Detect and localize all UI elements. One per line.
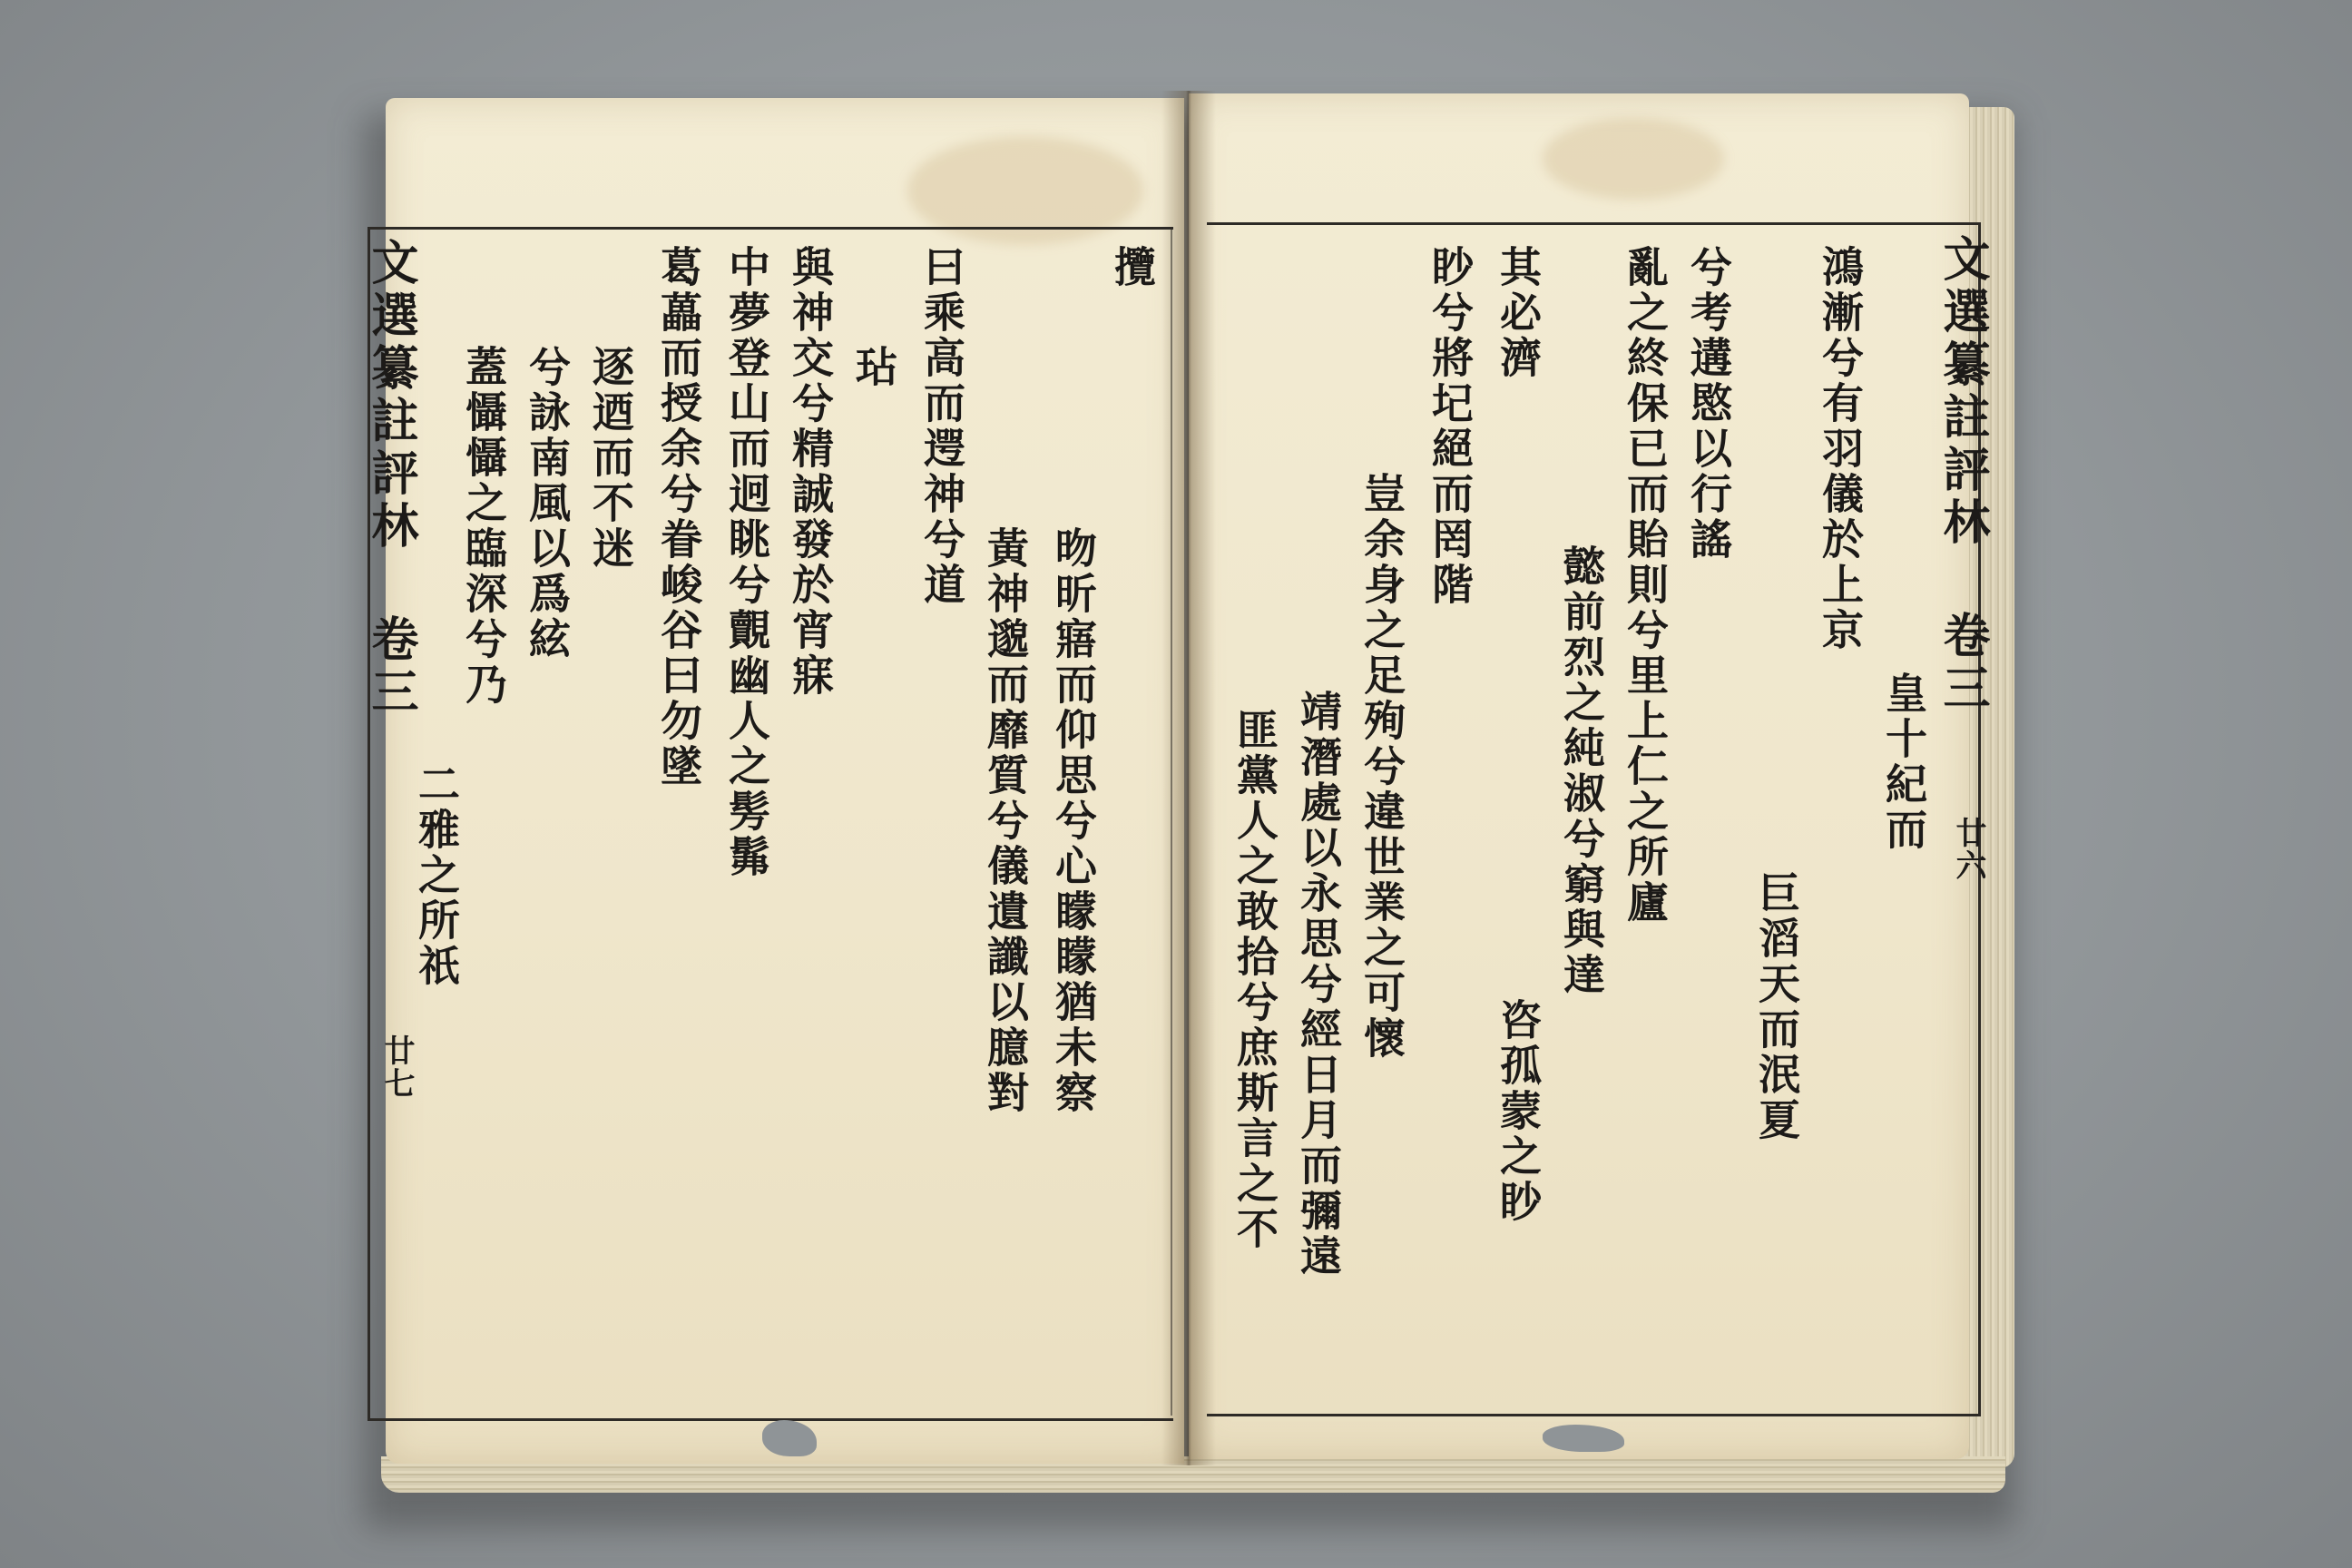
text-column: 攬 <box>1108 245 1157 290</box>
text-column: 玷 <box>849 345 898 390</box>
paper-stain <box>1543 118 1724 200</box>
text-column: 蓋懾懾之臨深兮乃 <box>459 345 508 708</box>
text-column: 皇十紀而 <box>1879 671 1928 853</box>
text-column: 逐迺而不迷 <box>586 345 635 572</box>
text-column: 曰乘高而遌神兮道 <box>917 245 966 608</box>
text-column: 兮考遘愍以行謠 <box>1684 245 1733 563</box>
text-column: 懿前烈之純淑兮窮與達 <box>1557 544 1606 998</box>
left-page-header: 文選纂註評林 卷三 <box>363 238 418 720</box>
text-column: 匪黨人之敢拾兮庶斯言之不 <box>1230 708 1279 1252</box>
right-page-header: 文選纂註評林 卷三 <box>1935 234 1990 716</box>
text-column: 亂之終保已而貽則兮里上仁之所廬 <box>1621 245 1670 926</box>
text-column: 昒昕寤而仰思兮心矇矇猶未察 <box>1049 526 1098 1116</box>
text-column: 眇兮將圮絕而罔階 <box>1426 245 1475 608</box>
text-column: 其必濟 <box>1494 245 1543 381</box>
text-column: 二雅之所祇 <box>412 762 461 989</box>
text-column: 咨孤蒙之眇 <box>1494 998 1543 1225</box>
text-column: 靖潛處以永思兮經日月而彌遠 <box>1294 690 1343 1279</box>
text-column: 兮詠南風以爲絃 <box>523 345 572 662</box>
right-page-folio: 廿六 <box>1950 817 1986 882</box>
text-column: 中夢登山而迥眺兮覿幽人之髣髴 <box>722 245 771 880</box>
text-column: 葛藟而授余兮眷峻谷曰勿墜 <box>654 245 703 789</box>
text-column: 黃神邈而靡質兮儀遺讖以臆對 <box>981 526 1030 1116</box>
text-column: 與神交兮精誠發於宵寐 <box>786 245 835 699</box>
text-column: 鴻漸兮有羽儀於上京 <box>1816 245 1865 653</box>
text-column: 巨滔天而泯夏 <box>1752 871 1801 1143</box>
text-column: 豈余身之足殉兮違世業之可懷 <box>1357 472 1406 1062</box>
left-page-folio: 廿七 <box>378 1034 415 1100</box>
